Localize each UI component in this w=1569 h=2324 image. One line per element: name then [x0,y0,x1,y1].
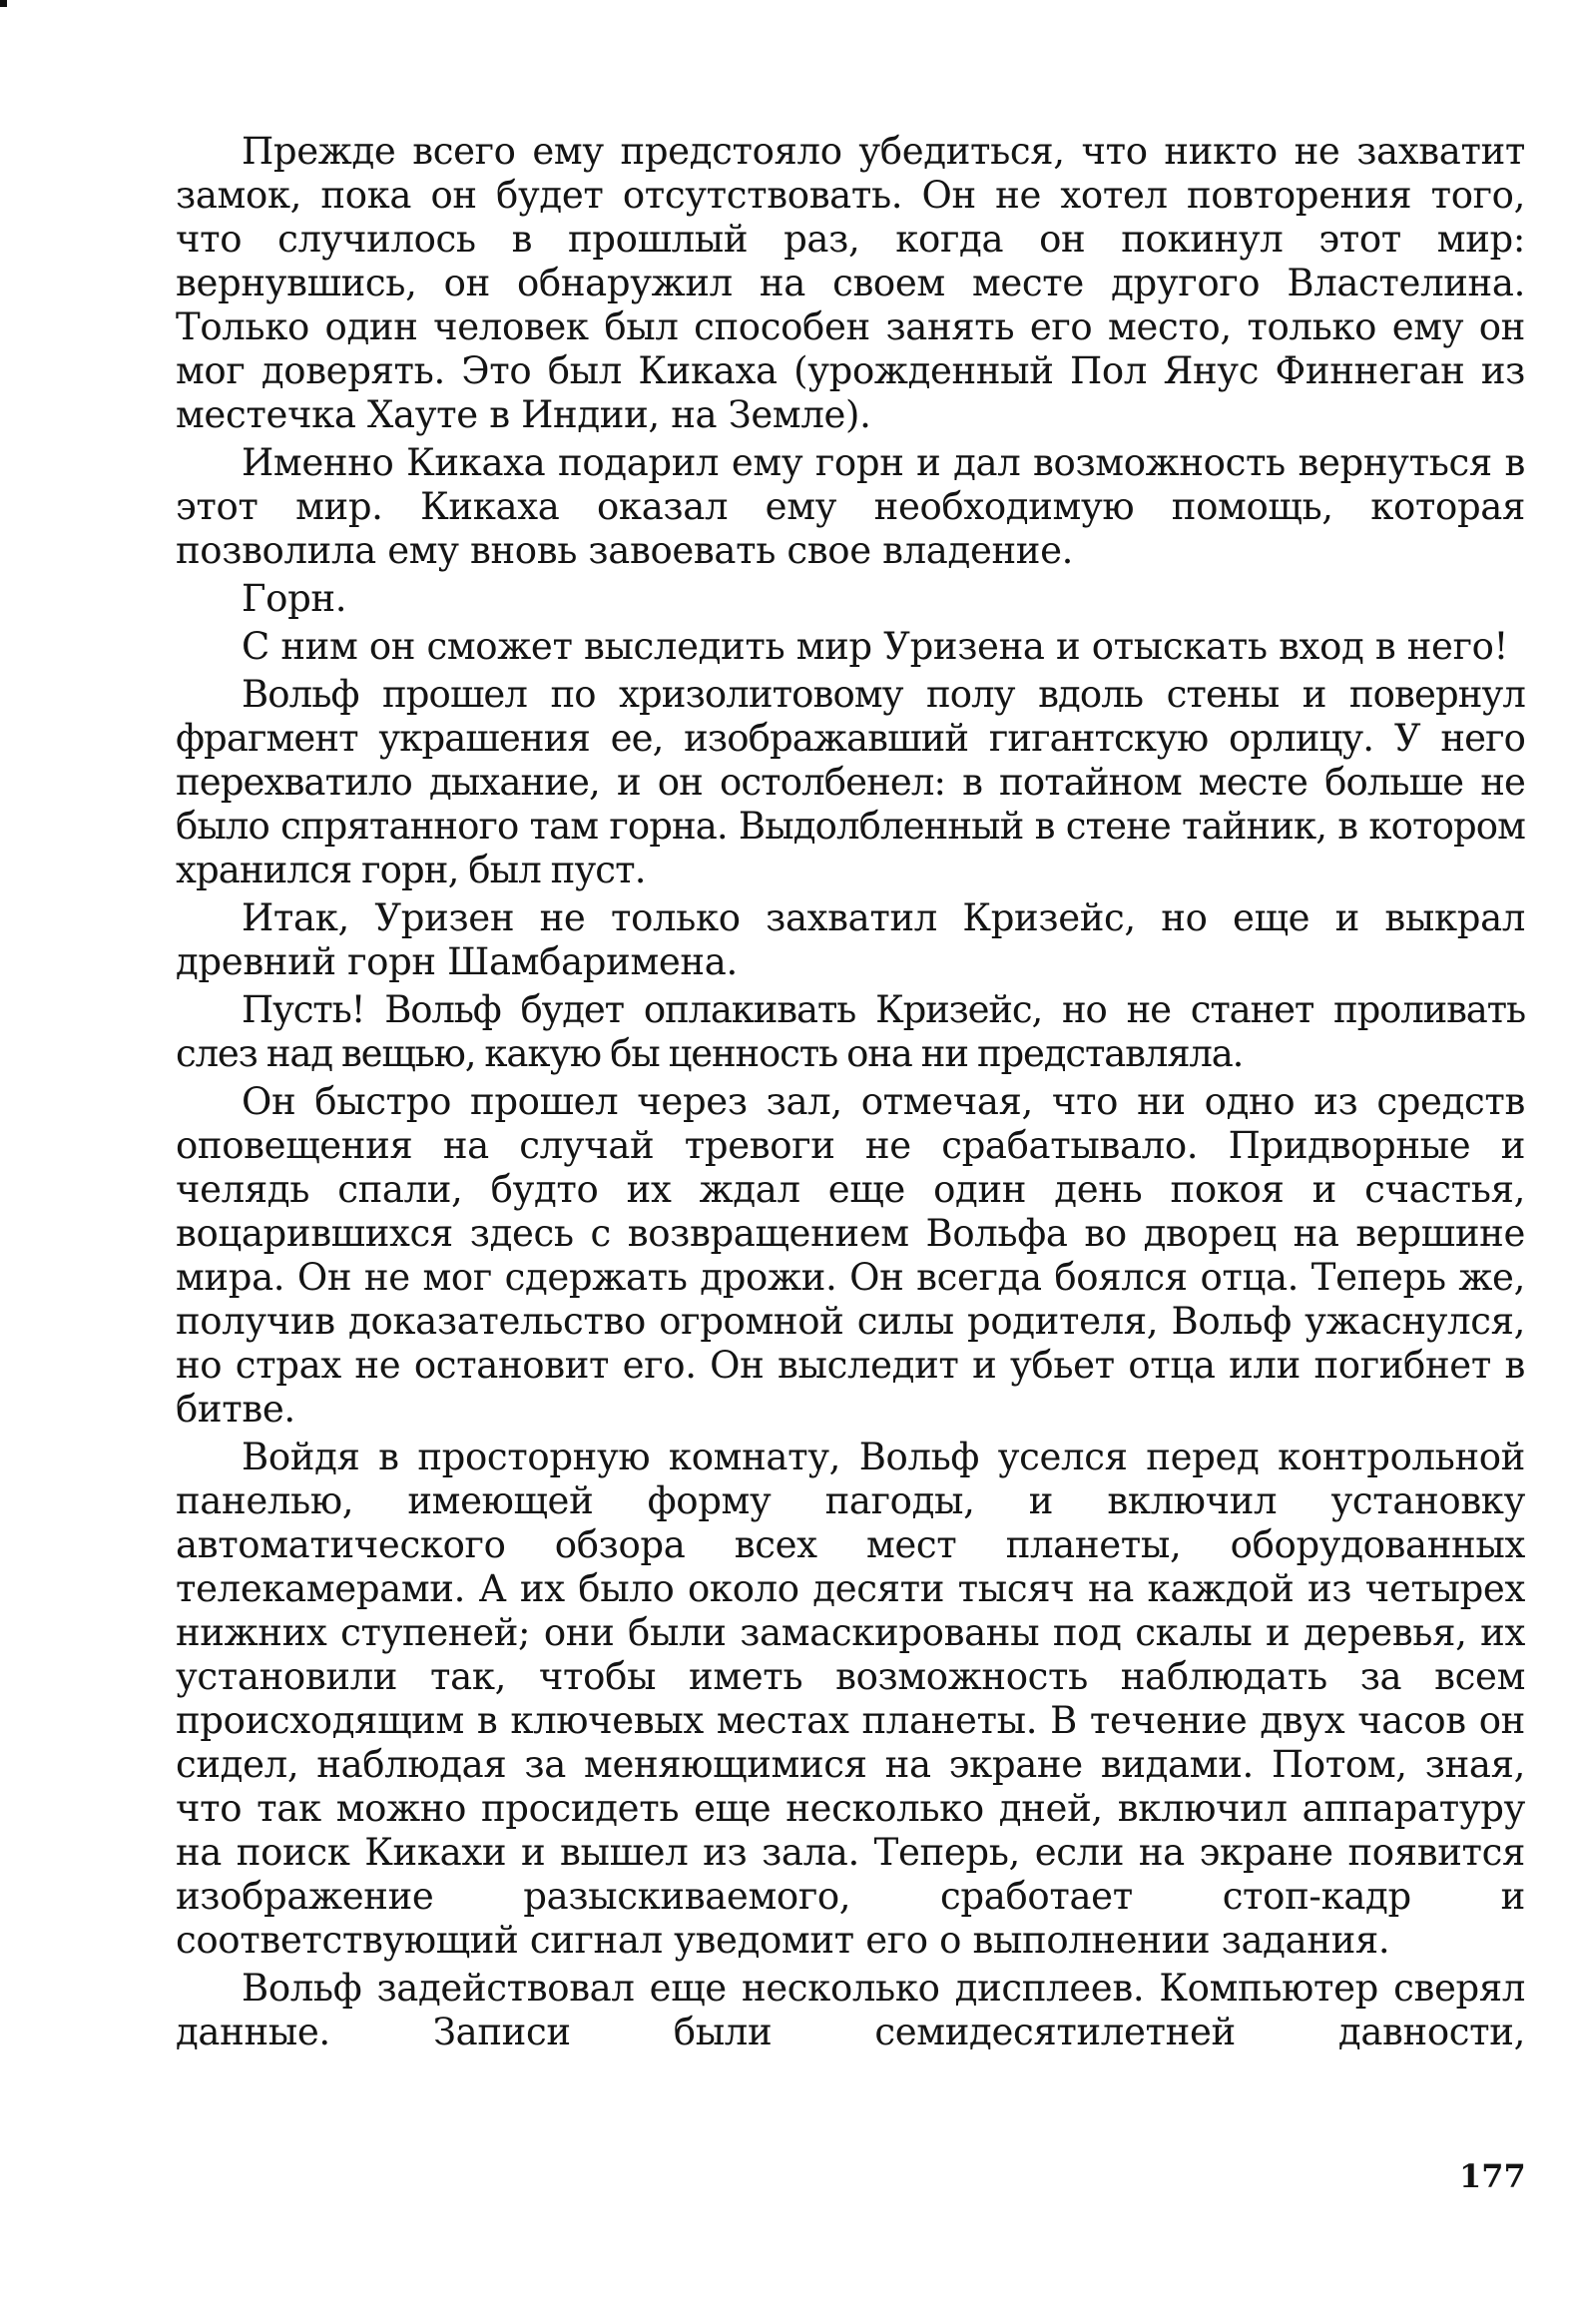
paragraph-8: Он быстро прошел через зал, отмечая, что ни одно из средств оповещения на случай тревоги не срабатывало. Придворные и челядь спали, будто их ждал еще один день покоя и счастья, воцарившихся здесь с возвращением Вольфа во дворец на вершине мира. Он не мог сдержать дрожи. Он всегда боялся отца. Теперь же, получив доказательство огромной силы родителя, Вольф ужаснулся, но страх не остановит его. Он выследит и убьет отца или погибнет в битве. [176,1080,1525,1431]
page-number: 177 [1459,2157,1526,2195]
paragraph-2: Именно Кикаха подарил ему горн и дал возможность вернуться в этот мир. Кикаха оказал ему необходимую помощь, которая позволила ему вновь завоевать свое владение. [176,441,1525,572]
paragraph-9: Войдя в просторную комнату, Вольф уселся перед контрольной панелью, имеющей форму пагоды, и включил установку автоматического обзора всех мест планеты, оборудованных телекамерами. А их было около десяти тысяч на каждой из четырех нижних ступеней; они были замаскированы под скалы и деревья, их установили так, чтобы иметь возможность наблюдать за всем происходящим в ключевых местах планеты. В течение двух часов он сидел, наблюдая за меняющимися на экране видами. Потом, зная, что так можно просидеть еще несколько дней, включил аппаратуру на поиск Кикахи и вышел из зала. Теперь, если на экране появится изображение разыскиваемого, сработает стоп-кадр и соответствующий сигнал уведомит его о выполнении задания. [176,1436,1525,1962]
paragraph-3: Горн. [242,577,347,620]
paragraph-7: Пусть! Вольф будет оплакивать Кризейс, но не станет проливать слез над вещью, какую бы ценность она ни представляла. [176,988,1525,1075]
paragraph-4: С ним он сможет выследить мир Уризена и отыскать вход в него! [242,625,1509,668]
paragraph-6: Итак, Уризен не только захватил Кризейс, но еще и выкрал древний горн Шамбаримена. [176,896,1525,983]
paragraph-5: Вольф прошел по хризолитовому полу вдоль стены и повернул фрагмент украшения ее, изображавший гигантскую орлицу. У него перехватило дыхание, и он остолбенел: в потайном месте больше не было спрятанного там горна. Выдолбленный в стене тайник, в котором хранился горн, был пуст. [176,673,1525,891]
main-text [176,130,1525,2058]
scan-corner-mark [0,0,7,7]
paragraph-1: Прежде всего ему предстояло убедиться, что никто не захватит замок, пока он будет отсутствовать. Он не хотел повторения того, что случилось в прошлый раз, когда он покинул этот мир: вернувшись, он обнаружил на своем месте другого Властелина. Только один человек был способен занять его место, только ему он мог доверять. Это был Кикаха (урожденный Пол Янус Финнеган из местечка Хауте в Индии, на Земле). [176,130,1525,436]
paragraph-10: Вольф задействовал еще несколько дисплеев. Компьютер сверял данные. Записи были семидесятилетней давности, [176,1967,1525,2053]
